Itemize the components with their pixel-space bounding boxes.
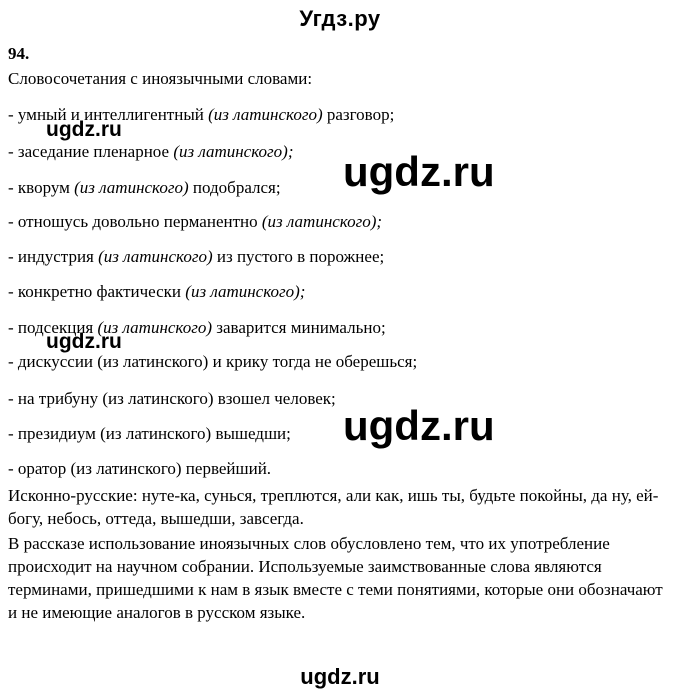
site-title: Угдз.ру [299,6,381,31]
watermark-big: ugdz.ru [343,402,495,449]
list-item: - отношусь довольно перманентно (из латинского); [8,212,383,231]
watermark-small: ugdz.ru [46,118,122,141]
list-item: - кворум (из латинского) подобрался; [8,178,281,197]
list-item: - президиум (из латинского) вышедши; [8,424,291,443]
watermark-big: ugdz.ru [343,148,495,195]
footer-watermark: ugdz.ru [300,664,380,689]
list-item: - конкретно фактически (из латинского); [8,282,306,301]
task-number: 94. [8,44,30,63]
native-words-paragraph: Исконно-русские: нуте-ка, сунься, треплются, али как, ишь ты, будьте покойны, да ну, ей-богу, небось, оттеда, вышедши, завсегда. [8,486,659,528]
list-item: - умный и интеллигентный (из латинского) разговор; [8,105,395,124]
watermark-small: ugdz.ru [46,330,122,353]
list-item: - заседание пленарное (из латинского); [8,142,294,161]
conclusion-paragraph: В рассказе использование иноязычных слов обусловлено тем, что их употребление происходит на научном собрании. Используемые заимствованные слова являются терминами, пришедшими к нам в язык вместе с теми понятиями, которые они обозначают и не имеющие аналогов в русском языке. [8,534,663,622]
list-item: - индустрия (из латинского) из пустого в порожнее; [8,247,385,266]
list-item: - подсекция (из латинского) заварится минимально; [8,318,386,337]
list-item: - оратор (из латинского) первейший. [8,459,272,478]
list-item: - на трибуну (из латинского) взошел человек; [8,389,336,408]
intro-line: Словосочетания с иноязычными словами: [8,69,313,88]
list-item: - дискуссии (из латинского) и крику тогда не оберешься; [8,352,418,371]
